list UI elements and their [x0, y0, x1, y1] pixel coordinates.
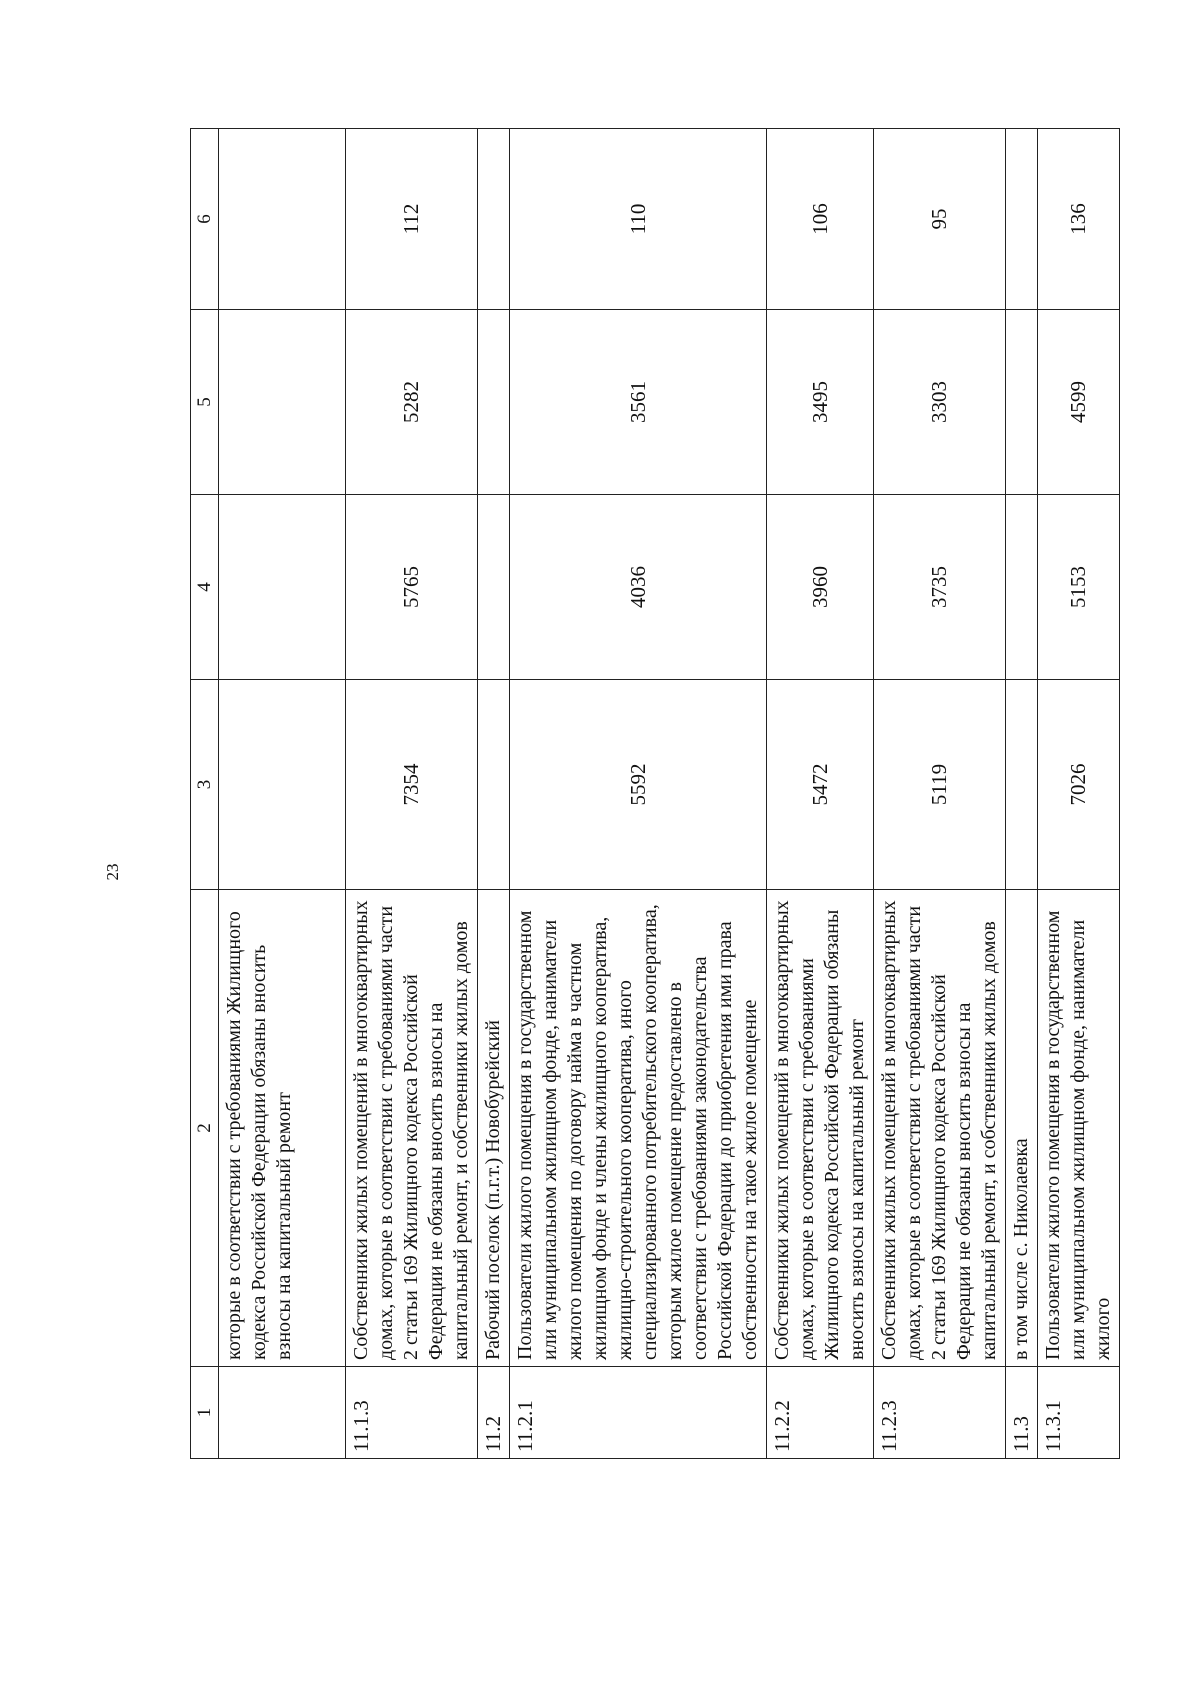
column-header: 6 [191, 129, 219, 310]
value-col6 [219, 129, 346, 310]
row-description: которые в соответствии с требованиями Жилищного кодекса Российской Федерации обязаны вносить взносы на капитальный ремонт [219, 890, 346, 1367]
value-col5: 5282 [346, 310, 478, 495]
row-description: Собственники жилых помещений в многоквартирных домах, которые в соответствии с требованиями Жилищного кодекса Российской Федерации обязаны вносить взносы на капитальный ремонт [767, 890, 874, 1367]
tariff-table [190, 128, 1120, 1459]
row-code: 11.2 [478, 1367, 510, 1459]
value-col3: 5119 [874, 680, 1006, 890]
row-description: Собственники жилых помещений в многоквартирных домах, которые в соответствии с требованиями части 2 статьи 169 Жилищного кодекса Российской Федерации не обязаны вносить взносы на капитальный ремонт, и собственники жилых домов [346, 890, 478, 1367]
value-col4: 3960 [767, 495, 874, 680]
row-code: 11.2.1 [510, 1367, 767, 1459]
row-code: 11.2.2 [767, 1367, 874, 1459]
page-number: 23 [103, 863, 122, 881]
table-row [1006, 129, 1038, 1459]
table-row [767, 129, 874, 1459]
value-col4: 4036 [510, 495, 767, 680]
row-description: Пользователи жилого помещения в государственном или муниципальном жилищном фонде, наниматели жилого помещения по договору найма в частном жилищном фонде и члены жилищного кооператива, жилищно-строительного кооператива, иного специализированного потребительского кооператива, которым жилое помещение предоставлено в соответствии с требованиями законодательства Российской Федерации до приобретения ими права собственности на такое жилое помещение [510, 890, 767, 1367]
value-col4: 5153 [1038, 495, 1120, 680]
column-header: 5 [191, 310, 219, 495]
value-col6 [1006, 129, 1038, 310]
row-code [219, 1367, 346, 1459]
value-col5: 3495 [767, 310, 874, 495]
value-col3: 7026 [1038, 680, 1120, 890]
row-code: 11.3.1 [1038, 1367, 1120, 1459]
table-row [510, 129, 767, 1459]
value-col6: 112 [346, 129, 478, 310]
row-description: Рабочий поселок (п.г.т.) Новобурейский [478, 890, 510, 1367]
value-col4 [219, 495, 346, 680]
value-col4 [478, 495, 510, 680]
value-col4: 3735 [874, 495, 1006, 680]
value-col5: 3561 [510, 310, 767, 495]
table-row [219, 129, 346, 1459]
value-col4: 5765 [346, 495, 478, 680]
row-code: 11.1.3 [346, 1367, 478, 1459]
value-col3: 5592 [510, 680, 767, 890]
column-header: 4 [191, 495, 219, 680]
value-col6: 110 [510, 129, 767, 310]
table-header-row [191, 129, 219, 1459]
value-col3: 7354 [346, 680, 478, 890]
value-col6: 106 [767, 129, 874, 310]
table-row [1038, 129, 1120, 1459]
tariff-table-container [190, 129, 1114, 1459]
row-code: 11.3 [1006, 1367, 1038, 1459]
table-row [346, 129, 478, 1459]
value-col3: 5472 [767, 680, 874, 890]
column-header: 2 [191, 890, 219, 1367]
row-description: Собственники жилых помещений в многоквартирных домах, которые в соответствии с требованиями части 2 статьи 169 Жилищного кодекса Российской Федерации не обязаны вносить взносы на капитальный ремонт, и собственники жилых домов [874, 890, 1006, 1367]
value-col4 [1006, 495, 1038, 680]
row-description: Пользователи жилого помещения в государственном или муниципальном жилищном фонде, наниматели жилого [1038, 890, 1120, 1367]
value-col6: 95 [874, 129, 1006, 310]
value-col5: 3303 [874, 310, 1006, 495]
row-code: 11.2.3 [874, 1367, 1006, 1459]
value-col3 [478, 680, 510, 890]
value-col6 [478, 129, 510, 310]
row-description: в том числе с. Николаевка [1006, 890, 1038, 1367]
value-col5: 4599 [1038, 310, 1120, 495]
column-header: 1 [191, 1367, 219, 1459]
value-col5 [219, 310, 346, 495]
value-col5 [478, 310, 510, 495]
column-header: 3 [191, 680, 219, 890]
value-col5 [1006, 310, 1038, 495]
value-col6: 136 [1038, 129, 1120, 310]
value-col3 [219, 680, 346, 890]
value-col3 [1006, 680, 1038, 890]
table-row [874, 129, 1006, 1459]
table-row [478, 129, 510, 1459]
